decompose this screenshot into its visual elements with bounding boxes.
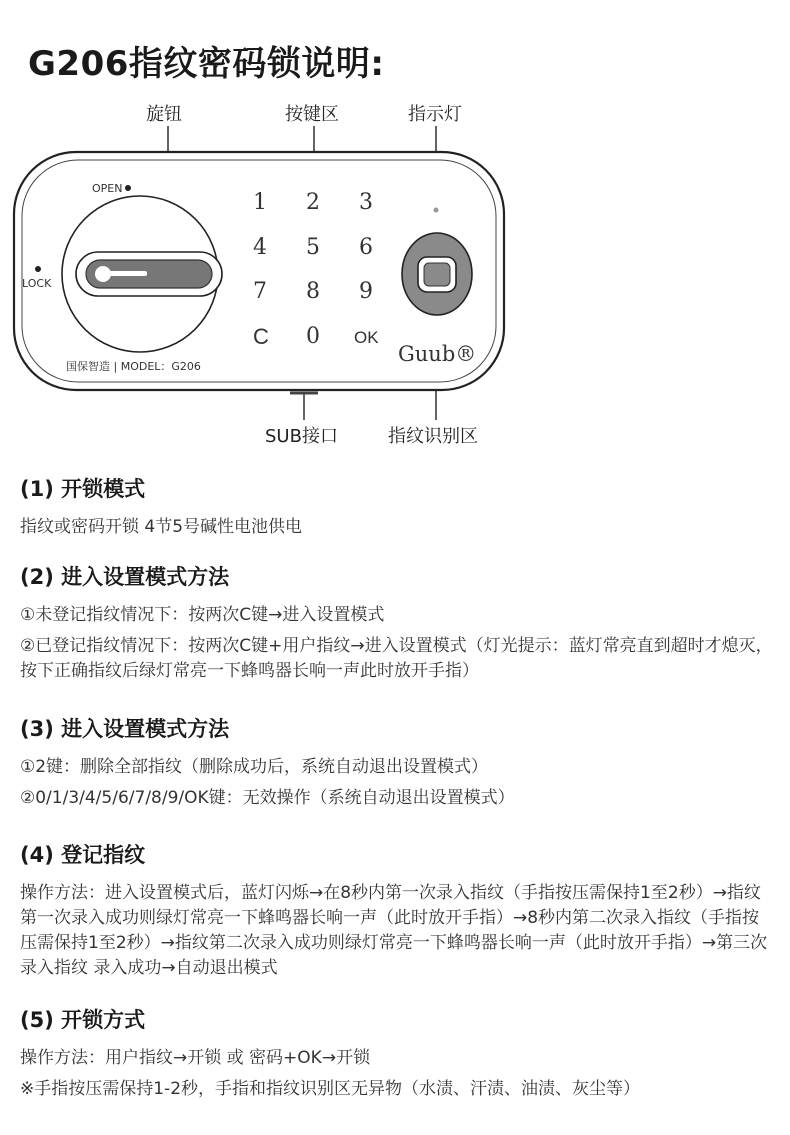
key-ok: OK	[354, 328, 379, 347]
key-7: 7	[253, 279, 267, 304]
key-6: 6	[359, 235, 373, 260]
key-0: 0	[306, 324, 320, 349]
section-line: 指纹或密码开锁 4节5号碱性电池供电	[20, 517, 303, 537]
section-heading: (5) 开锁方式	[20, 1008, 146, 1032]
key-8: 8	[306, 279, 320, 304]
key-c: C	[253, 324, 269, 349]
section-unlock-method	[20, 1004, 775, 1108]
section-heading: (1) 开锁模式	[20, 477, 146, 501]
key-4: 4	[253, 235, 267, 260]
section-heading: (2) 进入设置模式方法	[20, 565, 230, 589]
section-line: 操作方法：进入设置模式后，蓝灯闪烁→在8秒内第一次录入指纹（手指按压需保持1至2秒）→指纹第一次录入成功则绿灯常亮一下蜂鸣器长响一声（此时放开手指）→8秒内第二次录入指纹（手指按压需保持1至2秒）→指纹第二次录入成功则绿灯常亮一下蜂鸣器长响一声（此时放开手指）→第三次录入指纹 录入成功→自动退出模式	[20, 883, 768, 978]
key-5: 5	[306, 235, 320, 260]
lock-diagram	[0, 90, 790, 460]
section-heading: (3) 进入设置模式方法	[20, 717, 230, 741]
section-line: ②已登记指纹情况下：按两次C键+用户指纹→进入设置模式（灯光提示：蓝灯常亮直到超时才熄灭，按下正确指纹后绿灯常亮一下蜂鸣器长响一声此时放开手指）	[20, 636, 773, 681]
indicator-light	[434, 208, 439, 213]
key-9: 9	[359, 279, 373, 304]
section-line: ※手指按压需保持1-2秒，手指和指纹识别区无异物（水渍、汗渍、油渍、灰尘等）	[20, 1079, 641, 1099]
model-label: 国保智造 | MODEL：G206	[66, 360, 201, 373]
open-label: OPEN	[92, 182, 123, 195]
section-register-fingerprint	[20, 839, 775, 987]
callout-usb-port: SUB接口	[265, 426, 338, 447]
brand-logo: Guub®	[398, 342, 477, 366]
key-2: 2	[306, 190, 320, 215]
section-unlock-mode	[20, 473, 775, 546]
section-line: ①2键：删除全部指纹（删除成功后，系统自动退出设置模式）	[20, 757, 489, 777]
section-heading: (4) 登记指纹	[20, 843, 146, 867]
callout-knob: 旋钮	[146, 104, 182, 125]
lock-label: LOCK	[22, 277, 52, 290]
section-line: ②0/1/3/4/5/6/7/8/9/OK键：无效操作（系统自动退出设置模式）	[20, 788, 515, 808]
section-enter-setup-2	[20, 713, 775, 817]
lock-dot	[35, 266, 41, 272]
callout-fingerprint-area: 指纹识别区	[388, 426, 478, 447]
knob-pointer	[103, 271, 147, 276]
callout-indicator: 指示灯	[408, 104, 462, 125]
open-dot	[125, 185, 131, 191]
section-line: ①未登记指纹情况下：按两次C键→进入设置模式	[20, 605, 385, 625]
section-enter-setup-1	[20, 561, 775, 690]
callout-keypad: 按键区	[285, 104, 339, 125]
section-line: 操作方法：用户指纹→开锁 或 密码+OK→开锁	[20, 1048, 371, 1068]
key-1: 1	[253, 190, 267, 215]
key-3: 3	[359, 190, 373, 215]
page-title: G206指纹密码锁说明:	[28, 44, 385, 84]
lock-illustration	[0, 90, 790, 460]
fingerprint-sensor-pad	[424, 263, 450, 286]
